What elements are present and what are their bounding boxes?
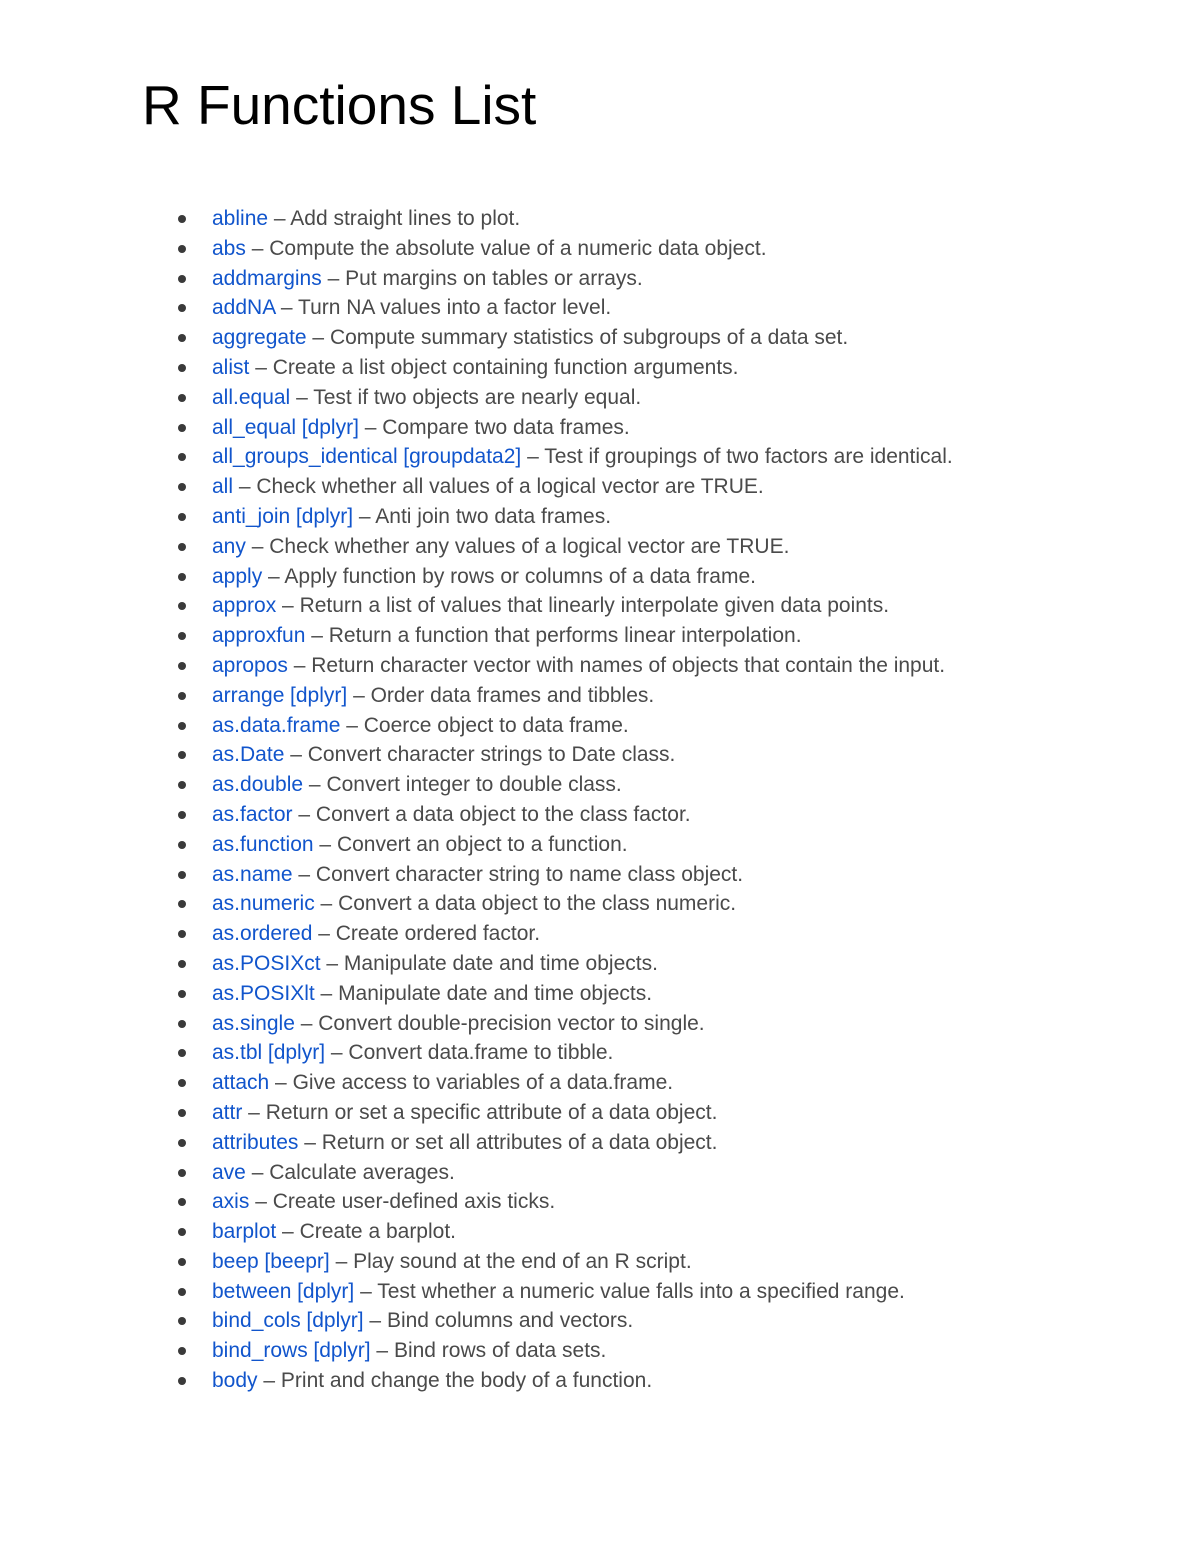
separator: –: [314, 892, 339, 916]
separator: –: [298, 1130, 322, 1154]
separator: –: [245, 1160, 270, 1184]
list-item-text: [212, 323, 848, 353]
bullet-icon: [178, 424, 186, 432]
bullet-icon: [178, 543, 186, 551]
list-item-text: [212, 383, 641, 413]
list-item-6: [176, 383, 1156, 413]
function-link[interactable]: as.Date: [212, 743, 285, 767]
function-link[interactable]: as.single: [212, 1011, 295, 1035]
bullet-icon: [178, 722, 186, 730]
list-item-text: [212, 1277, 905, 1307]
separator: –: [353, 504, 376, 528]
bullet-icon: [178, 781, 186, 789]
separator: –: [257, 1369, 281, 1393]
function-description: Give access to variables of a data.frame.: [292, 1071, 674, 1095]
function-description: Add straight lines to plot.: [290, 207, 521, 230]
function-link[interactable]: all.equal: [212, 385, 291, 409]
bullet-icon: [178, 215, 186, 223]
separator: –: [325, 1041, 349, 1065]
list-item-9: [176, 472, 1156, 502]
function-link[interactable]: bind_cols: [212, 1309, 301, 1333]
separator: –: [287, 653, 312, 677]
list-item-0: [176, 204, 1156, 234]
bullet-icon: [178, 1049, 186, 1057]
separator: –: [233, 475, 257, 499]
function-link[interactable]: body: [212, 1369, 258, 1393]
bullet-icon: [178, 573, 186, 581]
list-item-28: [176, 1038, 1156, 1068]
bullet-icon: [178, 662, 186, 670]
function-description: Bind rows of data sets.: [393, 1339, 607, 1363]
separator: –: [276, 1220, 300, 1244]
list-item-text: [212, 562, 756, 592]
separator: –: [269, 1071, 293, 1095]
function-link[interactable]: all_groups_identical: [212, 445, 398, 469]
function-link[interactable]: as.name: [212, 862, 293, 886]
list-item-31: [176, 1128, 1156, 1158]
function-link[interactable]: as.ordered: [212, 922, 313, 946]
bullet-icon: [178, 1109, 186, 1117]
separator: –: [303, 773, 327, 797]
list-item-text: [212, 979, 652, 1009]
separator: –: [370, 1339, 394, 1363]
list-item-text: [212, 204, 520, 234]
function-description: Check whether any values of a logical vector are TRUE.: [269, 534, 790, 558]
function-link[interactable]: aggregate: [212, 326, 307, 350]
list-item-text: [212, 234, 767, 264]
function-description: Bind columns and vectors.: [386, 1309, 634, 1333]
separator: –: [249, 355, 273, 379]
package-label: [dplyr]: [313, 1339, 371, 1363]
function-link[interactable]: bind_rows: [212, 1339, 308, 1363]
list-item-text: [212, 770, 622, 800]
bullet-icon: [178, 1258, 186, 1266]
function-description: Test if groupings of two factors are identical.: [544, 445, 953, 469]
function-description: Apply function by rows or columns of a data frame.: [284, 564, 756, 588]
function-link[interactable]: attach: [212, 1071, 270, 1095]
list-item-34: [176, 1217, 1156, 1247]
list-item-37: [176, 1306, 1156, 1336]
list-item-38: [176, 1336, 1156, 1366]
bullet-icon: [178, 275, 186, 283]
separator: –: [320, 951, 344, 975]
list-item-15: [176, 651, 1156, 681]
list-item-text: [212, 1366, 652, 1396]
list-item-text: [212, 442, 953, 472]
separator: –: [354, 1279, 378, 1303]
function-description: Print and change the body of a function.: [280, 1369, 653, 1393]
separator: –: [363, 1309, 387, 1333]
list-item-text: [212, 651, 945, 681]
function-description: Convert character string to name class object.: [315, 862, 744, 886]
function-link[interactable]: as.double: [212, 773, 304, 797]
list-item-11: [176, 532, 1156, 562]
bullet-icon: [178, 453, 186, 461]
function-description: Test if two objects are nearly equal.: [313, 385, 642, 409]
function-description: Convert a data object to the class numeric.: [338, 892, 737, 916]
function-link[interactable]: addNA: [212, 296, 276, 320]
function-link[interactable]: any: [212, 534, 246, 558]
list-item-text: [212, 1128, 717, 1158]
separator: –: [358, 415, 383, 439]
function-link[interactable]: as.POSIXlt: [212, 981, 315, 1005]
bullet-icon: [178, 692, 186, 700]
list-item-35: [176, 1247, 1156, 1277]
function-link[interactable]: as.factor: [212, 802, 293, 826]
function-link[interactable]: alist: [212, 355, 250, 379]
list-item-text: [212, 681, 654, 711]
function-link[interactable]: approx: [212, 594, 277, 618]
list-item-7: [176, 413, 1156, 443]
package-label: [beepr]: [264, 1249, 330, 1273]
function-link[interactable]: abline: [212, 207, 269, 230]
bullet-icon: [178, 245, 186, 253]
function-link[interactable]: ave: [212, 1160, 246, 1184]
function-link[interactable]: as.numeric: [212, 892, 315, 916]
separator: –: [294, 1011, 319, 1035]
list-item-text: [212, 1009, 705, 1039]
list-item-text: [212, 532, 789, 562]
separator: –: [284, 743, 308, 767]
package-label: [dplyr]: [295, 504, 354, 528]
list-item-text: [212, 860, 743, 890]
function-link[interactable]: axis: [212, 1190, 250, 1214]
list-item-text: [212, 1336, 606, 1366]
list-item-text: [212, 1187, 555, 1217]
list-item-text: [212, 264, 643, 294]
separator: –: [262, 564, 285, 588]
bullet-icon: [178, 871, 186, 879]
function-description: Anti join two data frames.: [375, 504, 612, 528]
function-description: Convert an object to a function.: [336, 832, 628, 856]
list-item-text: [212, 889, 736, 919]
list-item-30: [176, 1098, 1156, 1128]
separator: –: [329, 1249, 354, 1273]
separator: –: [245, 534, 270, 558]
list-item-text: [212, 919, 540, 949]
bullet-icon: [178, 1317, 186, 1325]
function-description: Create user-defined axis ticks.: [272, 1190, 556, 1214]
list-item-text: [212, 1038, 613, 1068]
list-item-12: [176, 562, 1156, 592]
separator: –: [245, 236, 270, 260]
function-description: Return a list of values that linearly interpolate given data points.: [299, 594, 890, 618]
list-item-text: [212, 800, 691, 830]
list-item-26: [176, 979, 1156, 1009]
separator: –: [321, 266, 346, 290]
function-link[interactable]: as.data.frame: [212, 713, 341, 737]
list-item-20: [176, 800, 1156, 830]
function-description: Manipulate date and time objects.: [343, 951, 658, 975]
bullet-icon: [178, 841, 186, 849]
list-item-36: [176, 1277, 1156, 1307]
function-description: Create a barplot.: [299, 1220, 457, 1244]
list-item-23: [176, 889, 1156, 919]
list-item-8: [176, 442, 1156, 472]
function-description: Create ordered factor.: [335, 922, 541, 946]
package-label: [dplyr]: [290, 683, 348, 707]
list-item-24: [176, 919, 1156, 949]
separator: –: [340, 713, 364, 737]
bullet-icon: [178, 1228, 186, 1236]
list-item-5: [176, 353, 1156, 383]
separator: –: [306, 326, 330, 350]
separator: –: [313, 832, 337, 856]
separator: –: [242, 1100, 266, 1124]
list-item-33: [176, 1187, 1156, 1217]
list-item-4: [176, 323, 1156, 353]
list-item-18: [176, 740, 1156, 770]
separator: –: [292, 802, 316, 826]
function-description: Create a list object containing function arguments.: [272, 355, 739, 379]
bullet-icon: [178, 1020, 186, 1028]
bullet-icon: [178, 1139, 186, 1147]
list-item-text: [212, 1247, 692, 1277]
list-item-13: [176, 591, 1156, 621]
bullet-icon: [178, 960, 186, 968]
function-link[interactable]: attr: [212, 1100, 243, 1124]
list-item-text: [212, 413, 630, 443]
function-description: Convert a data object to the class factor.: [315, 802, 691, 826]
list-item-text: [212, 949, 658, 979]
function-description: Test whether a numeric value falls into a specified range.: [377, 1279, 905, 1303]
list-item-text: [212, 740, 675, 770]
list-item-text: [212, 1306, 633, 1336]
list-item-16: [176, 681, 1156, 711]
bullet-icon: [178, 811, 186, 819]
package-label: [dplyr]: [267, 1041, 326, 1065]
function-link[interactable]: attributes: [212, 1130, 299, 1154]
list-item-text: [212, 502, 611, 532]
function-description: Convert character strings to Date class.: [307, 743, 676, 767]
separator: –: [290, 385, 314, 409]
function-link[interactable]: anti_join: [212, 504, 291, 528]
list-item-text: [212, 830, 628, 860]
list-item-text: [212, 472, 764, 502]
function-description: Return a function that performs linear interpolation.: [328, 624, 802, 648]
package-label: [dplyr]: [297, 1279, 355, 1303]
function-description: Put margins on tables or arrays.: [345, 266, 643, 290]
function-description: Calculate averages.: [269, 1160, 455, 1184]
function-description: Coerce object to data frame.: [363, 713, 629, 737]
function-link[interactable]: arrange: [212, 683, 285, 707]
list-item-39: [176, 1366, 1156, 1396]
list-item-text: [212, 1158, 455, 1188]
bullet-icon: [178, 751, 186, 759]
list-item-2: [176, 264, 1156, 294]
function-link[interactable]: apropos: [212, 653, 288, 677]
function-link[interactable]: apply: [212, 564, 263, 588]
separator: –: [521, 445, 545, 469]
list-item-text: [212, 1098, 717, 1128]
bullet-icon: [178, 900, 186, 908]
list-item-3: [176, 293, 1156, 323]
separator: –: [305, 624, 329, 648]
bullet-icon: [178, 394, 186, 402]
list-item-text: [212, 353, 738, 383]
function-link[interactable]: between: [212, 1279, 292, 1303]
function-link[interactable]: barplot: [212, 1220, 277, 1244]
function-description: Return or set a specific attribute of a data object.: [265, 1100, 718, 1124]
bullet-icon: [178, 1288, 186, 1296]
bullet-icon: [178, 602, 186, 610]
list-item-29: [176, 1068, 1156, 1098]
separator: –: [275, 296, 299, 320]
bullet-icon: [178, 1198, 186, 1206]
function-description: Compute the absolute value of a numeric data object.: [269, 236, 767, 260]
bullet-icon: [178, 1079, 186, 1087]
list-item-text: [212, 711, 629, 741]
list-item-10: [176, 502, 1156, 532]
function-link[interactable]: as.tbl: [212, 1041, 263, 1065]
function-link[interactable]: as.POSIXct: [212, 951, 321, 975]
bullet-icon: [178, 1169, 186, 1177]
function-description: Convert data.frame to tibble.: [348, 1041, 614, 1065]
separator: –: [292, 862, 316, 886]
function-description: Play sound at the end of an R script.: [353, 1249, 692, 1273]
bullet-icon: [178, 304, 186, 312]
separator: –: [268, 207, 291, 230]
separator: –: [276, 594, 300, 618]
package-label: [dplyr]: [301, 415, 359, 439]
bullet-icon: [178, 483, 186, 491]
bullet-icon: [178, 1347, 186, 1355]
bullet-icon: [178, 334, 186, 342]
package-label: [dplyr]: [306, 1309, 364, 1333]
function-description: Turn NA values into a factor level.: [298, 296, 612, 320]
bullet-icon: [178, 990, 186, 998]
list-item-19: [176, 770, 1156, 800]
list-item-14: [176, 621, 1156, 651]
bullet-icon: [178, 930, 186, 938]
list-item-21: [176, 830, 1156, 860]
function-link[interactable]: addmargins: [212, 266, 322, 290]
function-link[interactable]: approxfun: [212, 624, 306, 648]
function-description: Check whether all values of a logical vector are TRUE.: [256, 475, 764, 499]
function-list: [176, 204, 1156, 1396]
list-item-text: [212, 293, 611, 323]
function-link[interactable]: as.function: [212, 832, 314, 856]
list-item-25: [176, 949, 1156, 979]
function-link[interactable]: all: [212, 475, 234, 499]
separator: –: [314, 981, 339, 1005]
package-label: [groupdata2]: [403, 445, 522, 469]
list-item-17: [176, 711, 1156, 741]
function-description: Return character vector with names of objects that contain the input.: [311, 653, 946, 677]
separator: –: [249, 1190, 273, 1214]
separator: –: [347, 683, 371, 707]
page-title: R Functions List: [142, 74, 537, 136]
separator: –: [312, 922, 336, 946]
bullet-icon: [178, 1377, 186, 1385]
function-description: Convert double-precision vector to single.: [318, 1011, 705, 1035]
list-item-22: [176, 860, 1156, 890]
function-link[interactable]: beep: [212, 1249, 259, 1273]
list-item-text: [212, 621, 802, 651]
list-item-32: [176, 1158, 1156, 1188]
function-link[interactable]: abs: [212, 236, 246, 260]
function-description: Compute summary statistics of subgroups of a data set.: [329, 326, 849, 350]
function-description: Compare two data frames.: [382, 415, 630, 439]
bullet-icon: [178, 513, 186, 521]
list-item-text: [212, 1068, 673, 1098]
function-description: Order data frames and tibbles.: [370, 683, 655, 707]
function-link[interactable]: all_equal: [212, 415, 297, 439]
function-description: Return or set all attributes of a data object.: [321, 1130, 718, 1154]
function-description: Manipulate date and time objects.: [338, 981, 653, 1005]
function-description: Convert integer to double class.: [326, 773, 622, 797]
list-item-text: [212, 1217, 456, 1247]
list-item-27: [176, 1009, 1156, 1039]
bullet-icon: [178, 364, 186, 372]
list-item-text: [212, 591, 889, 621]
bullet-icon: [178, 632, 186, 640]
list-item-1: [176, 234, 1156, 264]
